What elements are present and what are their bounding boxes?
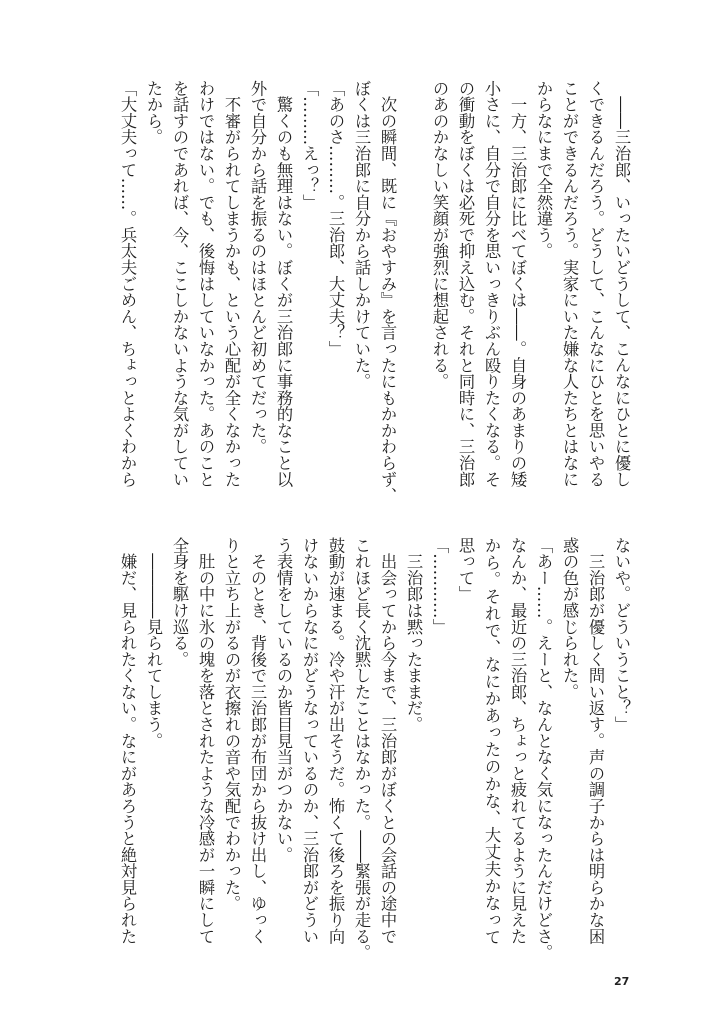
dialogue-column: ないや。どういうこと？」	[612, 537, 631, 733]
dialogue-column: 「………えっ？」	[300, 80, 319, 211]
dialogue-column: 「あのさ………。三治郎、大丈夫？」	[326, 80, 345, 357]
page-number: 27	[614, 975, 630, 988]
text-block-upper	[114, 80, 634, 504]
text-column: 出会ってから今まで、三治郎がぼくとの会話の途中で	[378, 537, 397, 945]
text-column: そのとき、背後で三治郎が布団から抜け出し、ゆっく	[248, 537, 267, 945]
text-column: う表情をしているのか皆目見当がつかない。	[274, 537, 293, 863]
dialogue-column: なんか、最近の三治郎、ちょっと疲れてるように見えた	[508, 537, 527, 945]
text-column: わけではない。でも、後悔はしていなかった。あのこと	[196, 80, 215, 488]
text-column: 鼓動が速まる。冷や汗が出そうだ。怖くて後ろを振り向	[326, 537, 345, 945]
text-column: を話すのであれば、今、ここしかないような気がしてい	[170, 80, 189, 488]
dialogue-column: 思って」	[456, 537, 475, 603]
text-column: たから。	[144, 80, 163, 146]
text-column: 驚くのも無理はない。ぼくが三治郎に事務的なこと以	[274, 80, 293, 488]
dialogue-column: 「あー……。えーと、なんとなく気になったんだけどさ。	[534, 537, 553, 961]
text-column: ことができるんだろう。実家にいた嫌な人たちとはなに	[560, 80, 579, 488]
text-column: くできるんだろう。どうして、こんなにひとを思いやる	[586, 80, 605, 488]
text-column: 三治郎は黙ったままだ。	[404, 537, 423, 733]
text-column: のあのかなしい笑顔が強烈に想起される。	[430, 80, 449, 390]
text-column: 一方、三治郎に比べてぼくは――。自身のあまりの矮	[508, 80, 527, 488]
text-column: 全身を駆け巡る。	[170, 537, 189, 668]
text-column: 不審がられてしまうかも、という心配が全くなかった	[222, 80, 241, 488]
dialogue-column: 「大丈夫って……。兵太夫ごめん、ちょっとよくわから	[118, 80, 137, 488]
text-column: ――――見られてしまう。	[144, 537, 163, 749]
text-column: 次の瞬間、既に『おやすみ』を言ったにもかかわらず、	[378, 80, 397, 504]
text-column: けないからなにがどうなっているのか、三治郎がどうい	[300, 537, 319, 945]
dialogue-column: 「…………」	[430, 537, 449, 635]
text-column: 三治郎が優しく問い返す。声の調子からは明らかな困	[586, 537, 605, 945]
text-column: 肚の中に氷の塊を落とされたような冷感が一瞬にして	[196, 537, 215, 945]
text-column: 外で自分から話を振るのはほとんど初めてだった。	[248, 80, 267, 455]
text-column: 嫌だ、見られたくない。なにがあろうと絶対見られた	[118, 537, 137, 945]
text-column: ぼくは三治郎に自分から話しかけていた。	[352, 80, 371, 390]
text-column: の衝動をぼくは必死で抑え込む。それと同時に、三治郎	[456, 80, 475, 488]
text-column: 小さに、自分で自分を思いっきりぶん殴りたくなる。そ	[482, 80, 501, 488]
blank-column	[400, 80, 426, 488]
text-column: これほど長く沈黙したことはなかった。――緊張が走る。	[352, 537, 371, 961]
text-column: からなにまで全然違う。	[534, 80, 553, 260]
text-column: りと立ち上がるのが衣擦れの音や気配でわかった。	[222, 537, 241, 912]
text-column: ――三治郎、いったいどうして、こんなにひとに優し	[612, 80, 631, 488]
text-column: 惑の色が感じられた。	[560, 537, 579, 700]
text-block-lower	[114, 537, 634, 961]
dialogue-column: から。それで、なにかあったのかな、大丈夫かなって	[482, 537, 501, 945]
